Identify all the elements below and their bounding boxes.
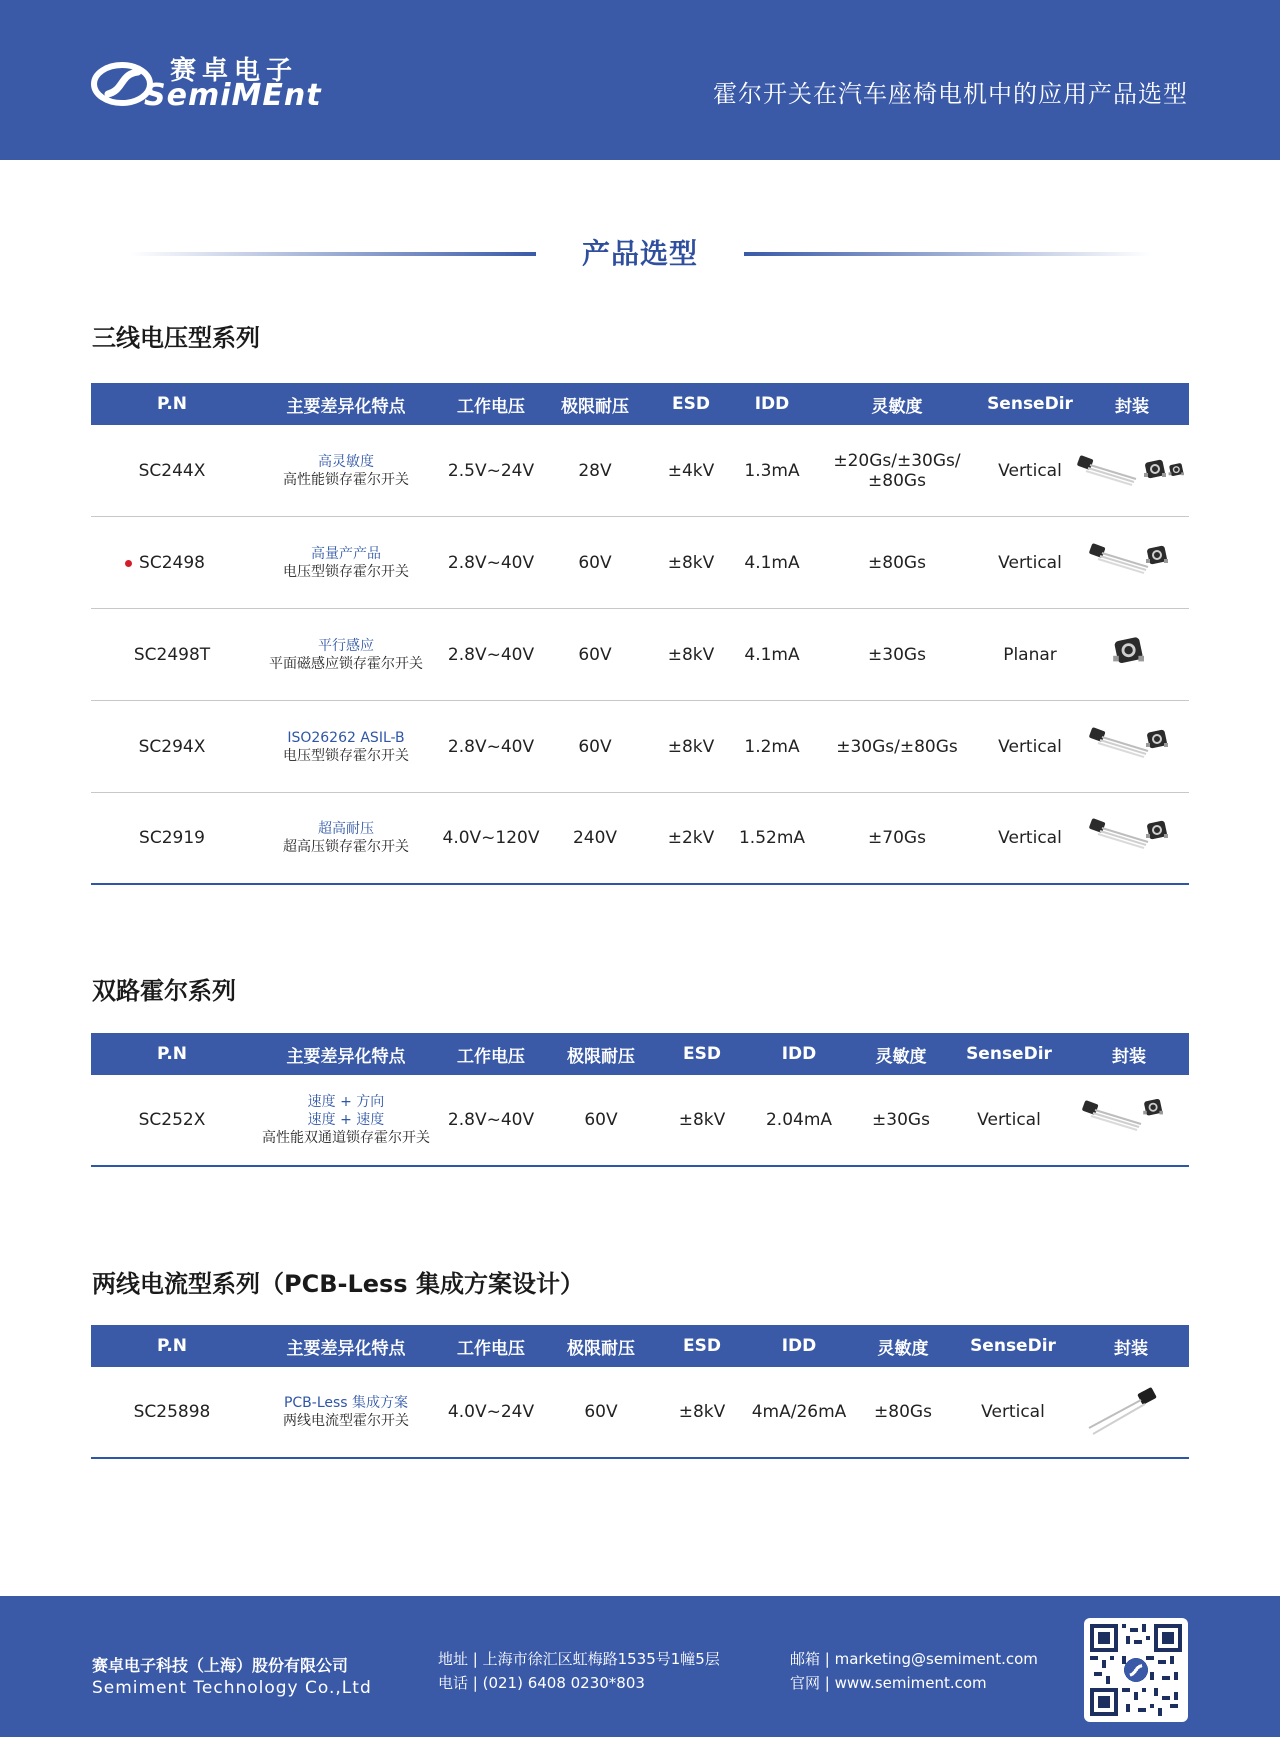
col-pn: P.N [156, 1044, 188, 1064]
cell-idd: 1.52mA [738, 828, 806, 848]
col-pn: P.N [156, 394, 188, 414]
footer-website[interactable]: 官网 | www.semiment.com [790, 1674, 987, 1692]
cell-pn: SC2498T [133, 644, 211, 665]
cell-package [1075, 609, 1189, 700]
col-vop: 工作电压 [457, 396, 525, 417]
col-sensitivity: 灵敏度 [877, 1338, 929, 1359]
main-heading [0, 232, 1280, 272]
cell-vop: 4.0V~120V [442, 828, 540, 848]
cell-esd: ±8kV [667, 736, 715, 757]
table-row [91, 517, 1189, 609]
col-esd: ESD [683, 1336, 721, 1356]
cell-vmax: 28V [578, 460, 612, 481]
feature-description: 高性能锁存霍尔开关 [283, 471, 409, 488]
cell-pn: SC2919 [139, 828, 205, 848]
feature-description: 电压型锁存霍尔开关 [283, 563, 409, 580]
cell-sensedir: Planar [1003, 644, 1057, 665]
cell-package [1075, 517, 1189, 608]
cell-sensitivity: ±80Gs [874, 1402, 932, 1422]
heading-divider-right [744, 252, 1150, 256]
cell-sensitivity: ±20Gs/±30Gs/±80Gs [833, 450, 961, 491]
package-image-icon [1076, 447, 1188, 495]
cell-sensitivity: ±30Gs [868, 644, 926, 665]
table-row [91, 609, 1189, 701]
logo-chinese-text: 赛卓电子 [170, 56, 299, 86]
cell-sensedir: Vertical [981, 1402, 1045, 1422]
cell-vmax: 60V [578, 552, 612, 573]
cell-features [253, 637, 439, 673]
qr-code-icon [1090, 1624, 1182, 1716]
cell-esd: ±4kV [667, 460, 715, 481]
table-row [91, 1367, 1189, 1459]
package-image-icon [1073, 1094, 1185, 1146]
cell-sensedir: Vertical [977, 1110, 1041, 1130]
section-title-dual-hall: 双路霍尔系列 [92, 977, 236, 1005]
cell-idd: 2.04mA [765, 1110, 833, 1130]
header-title: 霍尔开关在汽车座椅电机中的应用产品选型 [713, 80, 1188, 108]
feature-highlight: 速度 + 方向 [307, 1094, 385, 1110]
col-vmax: 极限耐压 [567, 1046, 635, 1067]
col-idd: IDD [754, 394, 790, 414]
page-header [0, 0, 1280, 160]
col-features: 主要差异化特点 [286, 396, 406, 417]
cell-idd: 4mA/26mA [751, 1402, 847, 1422]
feature-highlight: 超高耐压 [318, 821, 374, 837]
feature-description: 高性能双通道锁存霍尔开关 [262, 1130, 430, 1146]
cell-idd: 1.3mA [744, 460, 800, 481]
footer-phone: 电话 | (021) 6408 0230*803 [438, 1674, 645, 1692]
cell-features [253, 545, 439, 581]
feature-highlight: 高灵敏度 [318, 453, 374, 470]
col-sensedir: SenseDir [970, 1336, 1056, 1356]
cell-features [253, 729, 439, 765]
highlight-marker-icon [125, 560, 132, 567]
section-title-two-wire: 两线电流型系列（PCB-Less 集成方案设计） [92, 1270, 584, 1298]
cell-package [1075, 701, 1189, 792]
cell-esd: ±8kV [678, 1402, 726, 1422]
feature-highlight: 高量产产品 [311, 545, 381, 562]
table-row [91, 793, 1189, 885]
cell-vmax: 60V [584, 1402, 618, 1422]
cell-vmax: 240V [572, 828, 618, 848]
feature-highlight: ISO26262 ASIL-B [287, 729, 405, 746]
col-esd: ESD [672, 394, 710, 414]
cell-pn: SC25898 [133, 1402, 211, 1422]
cell-pn: SC2498 [139, 552, 205, 573]
cell-vmax: 60V [584, 1110, 618, 1130]
table-row [91, 701, 1189, 793]
col-features: 主要差异化特点 [286, 1046, 406, 1067]
col-idd: IDD [781, 1044, 817, 1064]
col-vop: 工作电压 [457, 1046, 525, 1067]
footer-company-cn: 赛卓电子科技（上海）股份有限公司 [92, 1656, 349, 1675]
cell-sensitivity: ±30Gs/±80Gs [836, 736, 958, 757]
page-title: 产品选型 [581, 237, 698, 270]
cell-vop: 2.5V~24V [447, 460, 535, 481]
cell-features [253, 453, 439, 489]
cell-sensitivity: ±30Gs [872, 1110, 930, 1130]
cell-vop: 4.0V~24V [447, 1402, 535, 1422]
feature-highlight: PCB-Less 集成方案 [283, 1395, 409, 1411]
feature-highlight: 平行感应 [318, 637, 374, 654]
cell-sensitivity: ±70Gs [868, 828, 926, 848]
cell-vop: 2.8V~40V [447, 552, 535, 573]
table-header [91, 383, 1189, 425]
footer-address-block [438, 1647, 720, 1695]
cell-package [1075, 793, 1189, 883]
feature-description: 两线电流型霍尔开关 [283, 1413, 409, 1429]
footer-address: 地址 | 上海市徐汇区虹梅路1535号1幢5层 [438, 1650, 720, 1668]
cell-sensedir: Vertical [998, 736, 1062, 757]
cell-pn: SC294X [138, 736, 206, 757]
col-package: 封装 [1112, 1046, 1146, 1067]
feature-description: 电压型锁存霍尔开关 [283, 747, 409, 764]
package-image-icon [1075, 1382, 1187, 1442]
cell-vop: 2.8V~40V [447, 736, 535, 757]
package-image-icon [1076, 723, 1188, 771]
cell-features [253, 1394, 439, 1430]
footer-email[interactable]: 邮箱 | marketing@semiment.com [790, 1650, 1038, 1668]
col-package: 封装 [1114, 1338, 1148, 1359]
table-three-wire [91, 383, 1189, 885]
cell-pn: SC244X [138, 460, 206, 481]
cell-sensedir: Vertical [998, 828, 1062, 848]
cell-esd: ±8kV [667, 552, 715, 573]
cell-vop: 2.8V~40V [447, 644, 535, 665]
cell-idd: 1.2mA [744, 736, 800, 757]
section-title-three-wire: 三线电压型系列 [92, 324, 260, 352]
cell-sensitivity: ±80Gs [868, 552, 926, 573]
col-vmax: 极限耐压 [567, 1338, 635, 1359]
heading-divider-left [130, 252, 536, 256]
cell-esd: ±8kV [678, 1110, 726, 1130]
col-features: 主要差异化特点 [286, 1338, 406, 1359]
col-esd: ESD [683, 1044, 721, 1064]
footer-contact-block [790, 1647, 1038, 1695]
table-header [91, 1325, 1189, 1367]
table-row [91, 1075, 1189, 1167]
col-pn: P.N [156, 1336, 188, 1356]
cell-features [253, 820, 439, 856]
cell-idd: 4.1mA [744, 644, 800, 665]
cell-package [1073, 1367, 1189, 1457]
cell-features [253, 1093, 439, 1147]
company-logo [90, 52, 322, 113]
qr-code [1084, 1618, 1188, 1722]
cell-package [1075, 425, 1189, 516]
package-image-icon [1076, 539, 1188, 587]
col-sensitivity: 灵敏度 [871, 396, 923, 417]
cell-esd: ±8kV [667, 644, 715, 665]
page-footer [0, 1596, 1280, 1737]
cell-idd: 4.1mA [744, 552, 800, 573]
cell-vmax: 60V [578, 736, 612, 757]
col-sensitivity: 灵敏度 [875, 1046, 927, 1067]
cell-sensedir: Vertical [998, 460, 1062, 481]
col-package: 封装 [1115, 396, 1149, 417]
table-header [91, 1033, 1189, 1075]
cell-package [1069, 1075, 1189, 1165]
logo-english-text: SemiMEnt [144, 78, 322, 113]
table-dual-hall [91, 1033, 1189, 1167]
col-vmax: 极限耐压 [561, 396, 629, 417]
cell-vop: 2.8V~40V [447, 1110, 535, 1130]
cell-vmax: 60V [578, 644, 612, 665]
footer-company-en: Semiment Technology Co.,Ltd [92, 1678, 372, 1698]
col-sensedir: SenseDir [966, 1044, 1052, 1064]
col-sensedir: SenseDir [987, 394, 1073, 414]
feature-description: 平面磁感应锁存霍尔开关 [269, 655, 423, 672]
table-row [91, 425, 1189, 517]
cell-sensedir: Vertical [998, 552, 1062, 573]
feature-highlight: 速度 + 速度 [307, 1112, 385, 1128]
feature-description: 超高压锁存霍尔开关 [283, 839, 409, 855]
package-image-icon [1076, 814, 1188, 862]
cell-pn: SC252X [138, 1110, 206, 1130]
col-idd: IDD [781, 1336, 817, 1356]
cell-esd: ±2kV [667, 828, 715, 848]
table-two-wire [91, 1325, 1189, 1459]
package-image-icon [1076, 631, 1188, 679]
col-vop: 工作电压 [457, 1338, 525, 1359]
